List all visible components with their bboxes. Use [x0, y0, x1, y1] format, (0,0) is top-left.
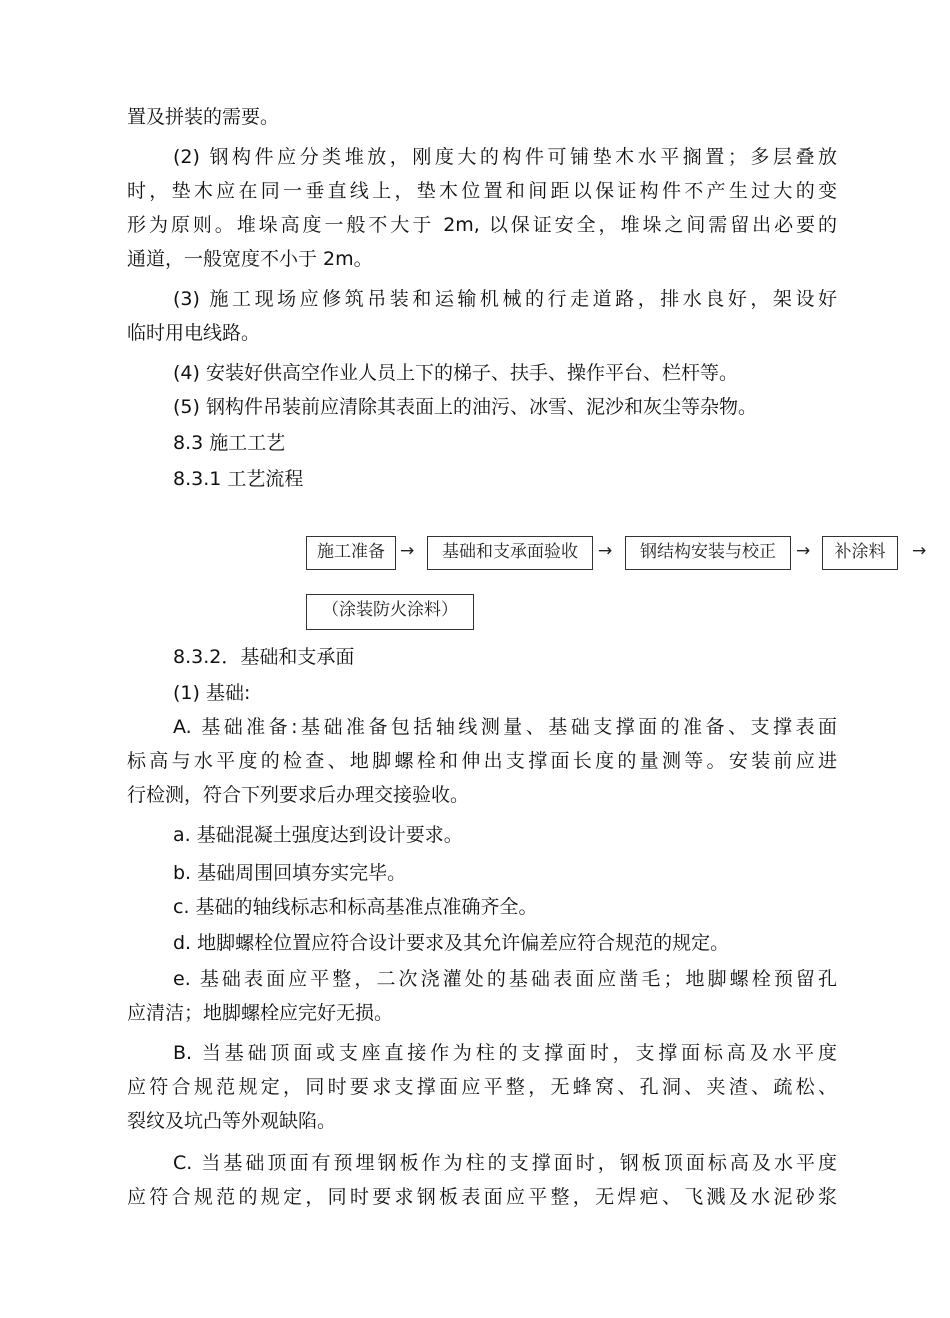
section-heading-8-3: 8.3 施工工艺	[173, 432, 286, 454]
flow-arrow: →	[796, 541, 811, 561]
paragraph-c: c. 基础的轴线标志和标高基准点准确齐全。	[173, 896, 538, 918]
paragraph-item-3: (3) 施工现场应修筑吊装和运输机械的行走道路，排水良好，架设好 临时用电线路。	[127, 288, 837, 344]
section-heading-8-3-2: 8.3.2．基础和支承面	[173, 646, 355, 668]
paragraph-C: C. 当基础顶面有预埋钢板作为柱的支撑面时，钢板顶面标高及水平度 应符合规范的规定，同时要求钢板表面应平整，无焊疤、飞溅及水泥砂浆	[127, 1152, 837, 1208]
flow-arrow: →	[912, 541, 927, 561]
paragraph-A: A. 基础准备:基础准备包括轴线测量、基础支撑面的准备、支撑表面 标高与水平度的检查、地脚螺栓和伸出支撑面长度的量测等。安装前应进 行检测，符合下列要求后办理交接验收。	[127, 716, 837, 806]
flow-step-foundation-acceptance: 基础和支承面验收	[427, 536, 593, 570]
paragraph-e: e. 基础表面应平整，二次浇灌处的基础表面应凿毛；地脚螺栓预留孔 应清洁；地脚螺栓应完好无损。	[127, 968, 837, 1024]
paragraph-item-5: (5) 钢构件吊装前应清除其表面上的油污、冰雪、泥沙和灰尘等杂物。	[173, 396, 757, 418]
paragraph-continuation: 置及拼装的需要。	[127, 106, 280, 128]
flow-step-installation-correction: 钢结构安装与校正	[625, 536, 791, 570]
section-heading-8-3-1: 8.3.1 工艺流程	[173, 468, 304, 490]
paragraph-B: B. 当基础顶面或支座直接作为柱的支撑面时，支撑面标高及水平度 应符合规范规定，同时要求支撑面应平整，无蜂窝、孔洞、夹渣、疏松、 裂纹及坑凸等外观缺陷。	[127, 1042, 837, 1132]
paragraph-b: b. 基础周围回填夯实完毕。	[173, 862, 407, 884]
paragraph-item-4: (4) 安装好供高空作业人员上下的梯子、扶手、操作平台、栏杆等。	[173, 362, 738, 384]
flow-step-touch-up-coating: 补涂料	[822, 536, 898, 570]
flow-arrow: →	[400, 541, 415, 561]
flow-step-preparation: 施工准备	[306, 536, 396, 570]
paragraph-foundation: (1) 基础:	[173, 682, 251, 704]
paragraph-a: a. 基础混凝土强度达到设计要求。	[173, 824, 463, 846]
flow-step-fireproof-coating: （涂装防火涂料）	[306, 594, 474, 630]
flow-arrow: →	[598, 541, 613, 561]
paragraph-item-2: (2) 钢构件应分类堆放，刚度大的构件可铺垫木水平搁置；多层叠放 时，垫木应在同一垂直线上，垫木位置和间距以保证构件不产生过大的变 形为原则。堆垛高度一般不大于 2m, 以保证安全，堆垛之间需留出必要的 通道，一般宽度不小于 2m。	[127, 146, 837, 270]
paragraph-d: d. 地脚螺栓位置应符合设计要求及其允许偏差应符合规范的规定。	[173, 932, 730, 954]
